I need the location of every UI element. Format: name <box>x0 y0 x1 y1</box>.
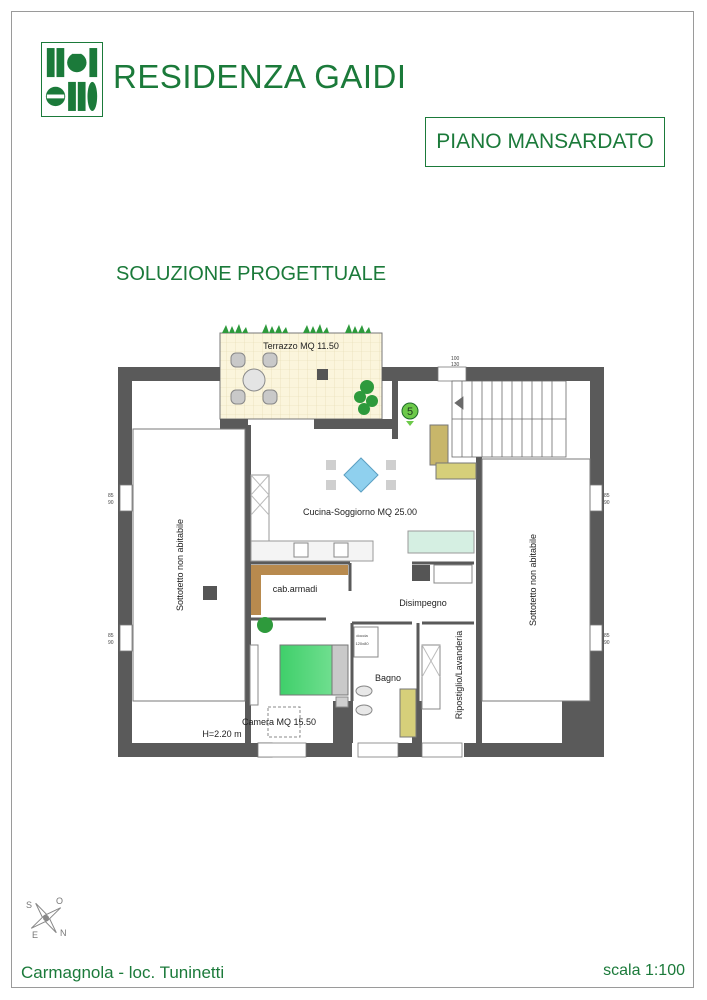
staircase <box>452 381 566 457</box>
window-dim: 85 <box>604 493 610 499</box>
window-dim: 90 <box>604 640 610 646</box>
window-dim: 100 <box>451 356 460 362</box>
window-dim: 130 <box>451 362 460 368</box>
floor-label: PIANO MANSARDATO <box>425 117 665 167</box>
compass-letter: N <box>60 928 67 938</box>
window-dim: 90 <box>108 500 114 506</box>
compass-letter: E <box>32 930 39 940</box>
compass-letter: O <box>56 896 64 906</box>
terrace <box>220 324 382 419</box>
shower-size: 120x80 <box>355 641 369 646</box>
label-attic-left: Sottotetto non abitabile <box>175 518 185 612</box>
page-title: RESIDENZA GAIDI <box>113 58 407 95</box>
window-dim: 85 <box>108 493 114 499</box>
floor-plan <box>100 315 620 765</box>
label-wardrobe: cab.armadi <box>272 584 318 594</box>
label-kitchen-living: Cucina-Soggiorno MQ 25.00 <box>302 507 418 517</box>
label-storage-laundry: Ripostiglio/Lavanderia <box>454 630 464 720</box>
compass-rose-icon <box>20 892 72 944</box>
stair-marker: 5 <box>406 406 414 418</box>
window-dim: 90 <box>604 500 610 506</box>
window-dim: 85 <box>604 633 610 639</box>
label-bathroom: Bagno <box>374 673 402 683</box>
kitchen-area <box>251 425 476 561</box>
label-attic-right: Sottotetto non abitabile <box>528 533 538 627</box>
window-dim: 85 <box>108 633 114 639</box>
compass-letter: S <box>26 900 33 910</box>
residenza-logo <box>41 42 103 117</box>
label-terrace: Terrazzo MQ 11.50 <box>263 341 339 351</box>
scale-label: scala 1:100 <box>603 962 685 979</box>
label-hallway: Disimpegno <box>399 598 447 608</box>
location-label: Carmagnola - loc. Tuninetti <box>21 963 225 982</box>
height-note: H=2.20 m <box>202 729 242 739</box>
window-dim: 90 <box>108 640 114 646</box>
section-title: SOLUZIONE PROGETTUALE <box>116 263 387 285</box>
label-bedroom: Camera MQ 15.50 <box>241 717 317 727</box>
shower-label: doccia <box>356 633 368 638</box>
